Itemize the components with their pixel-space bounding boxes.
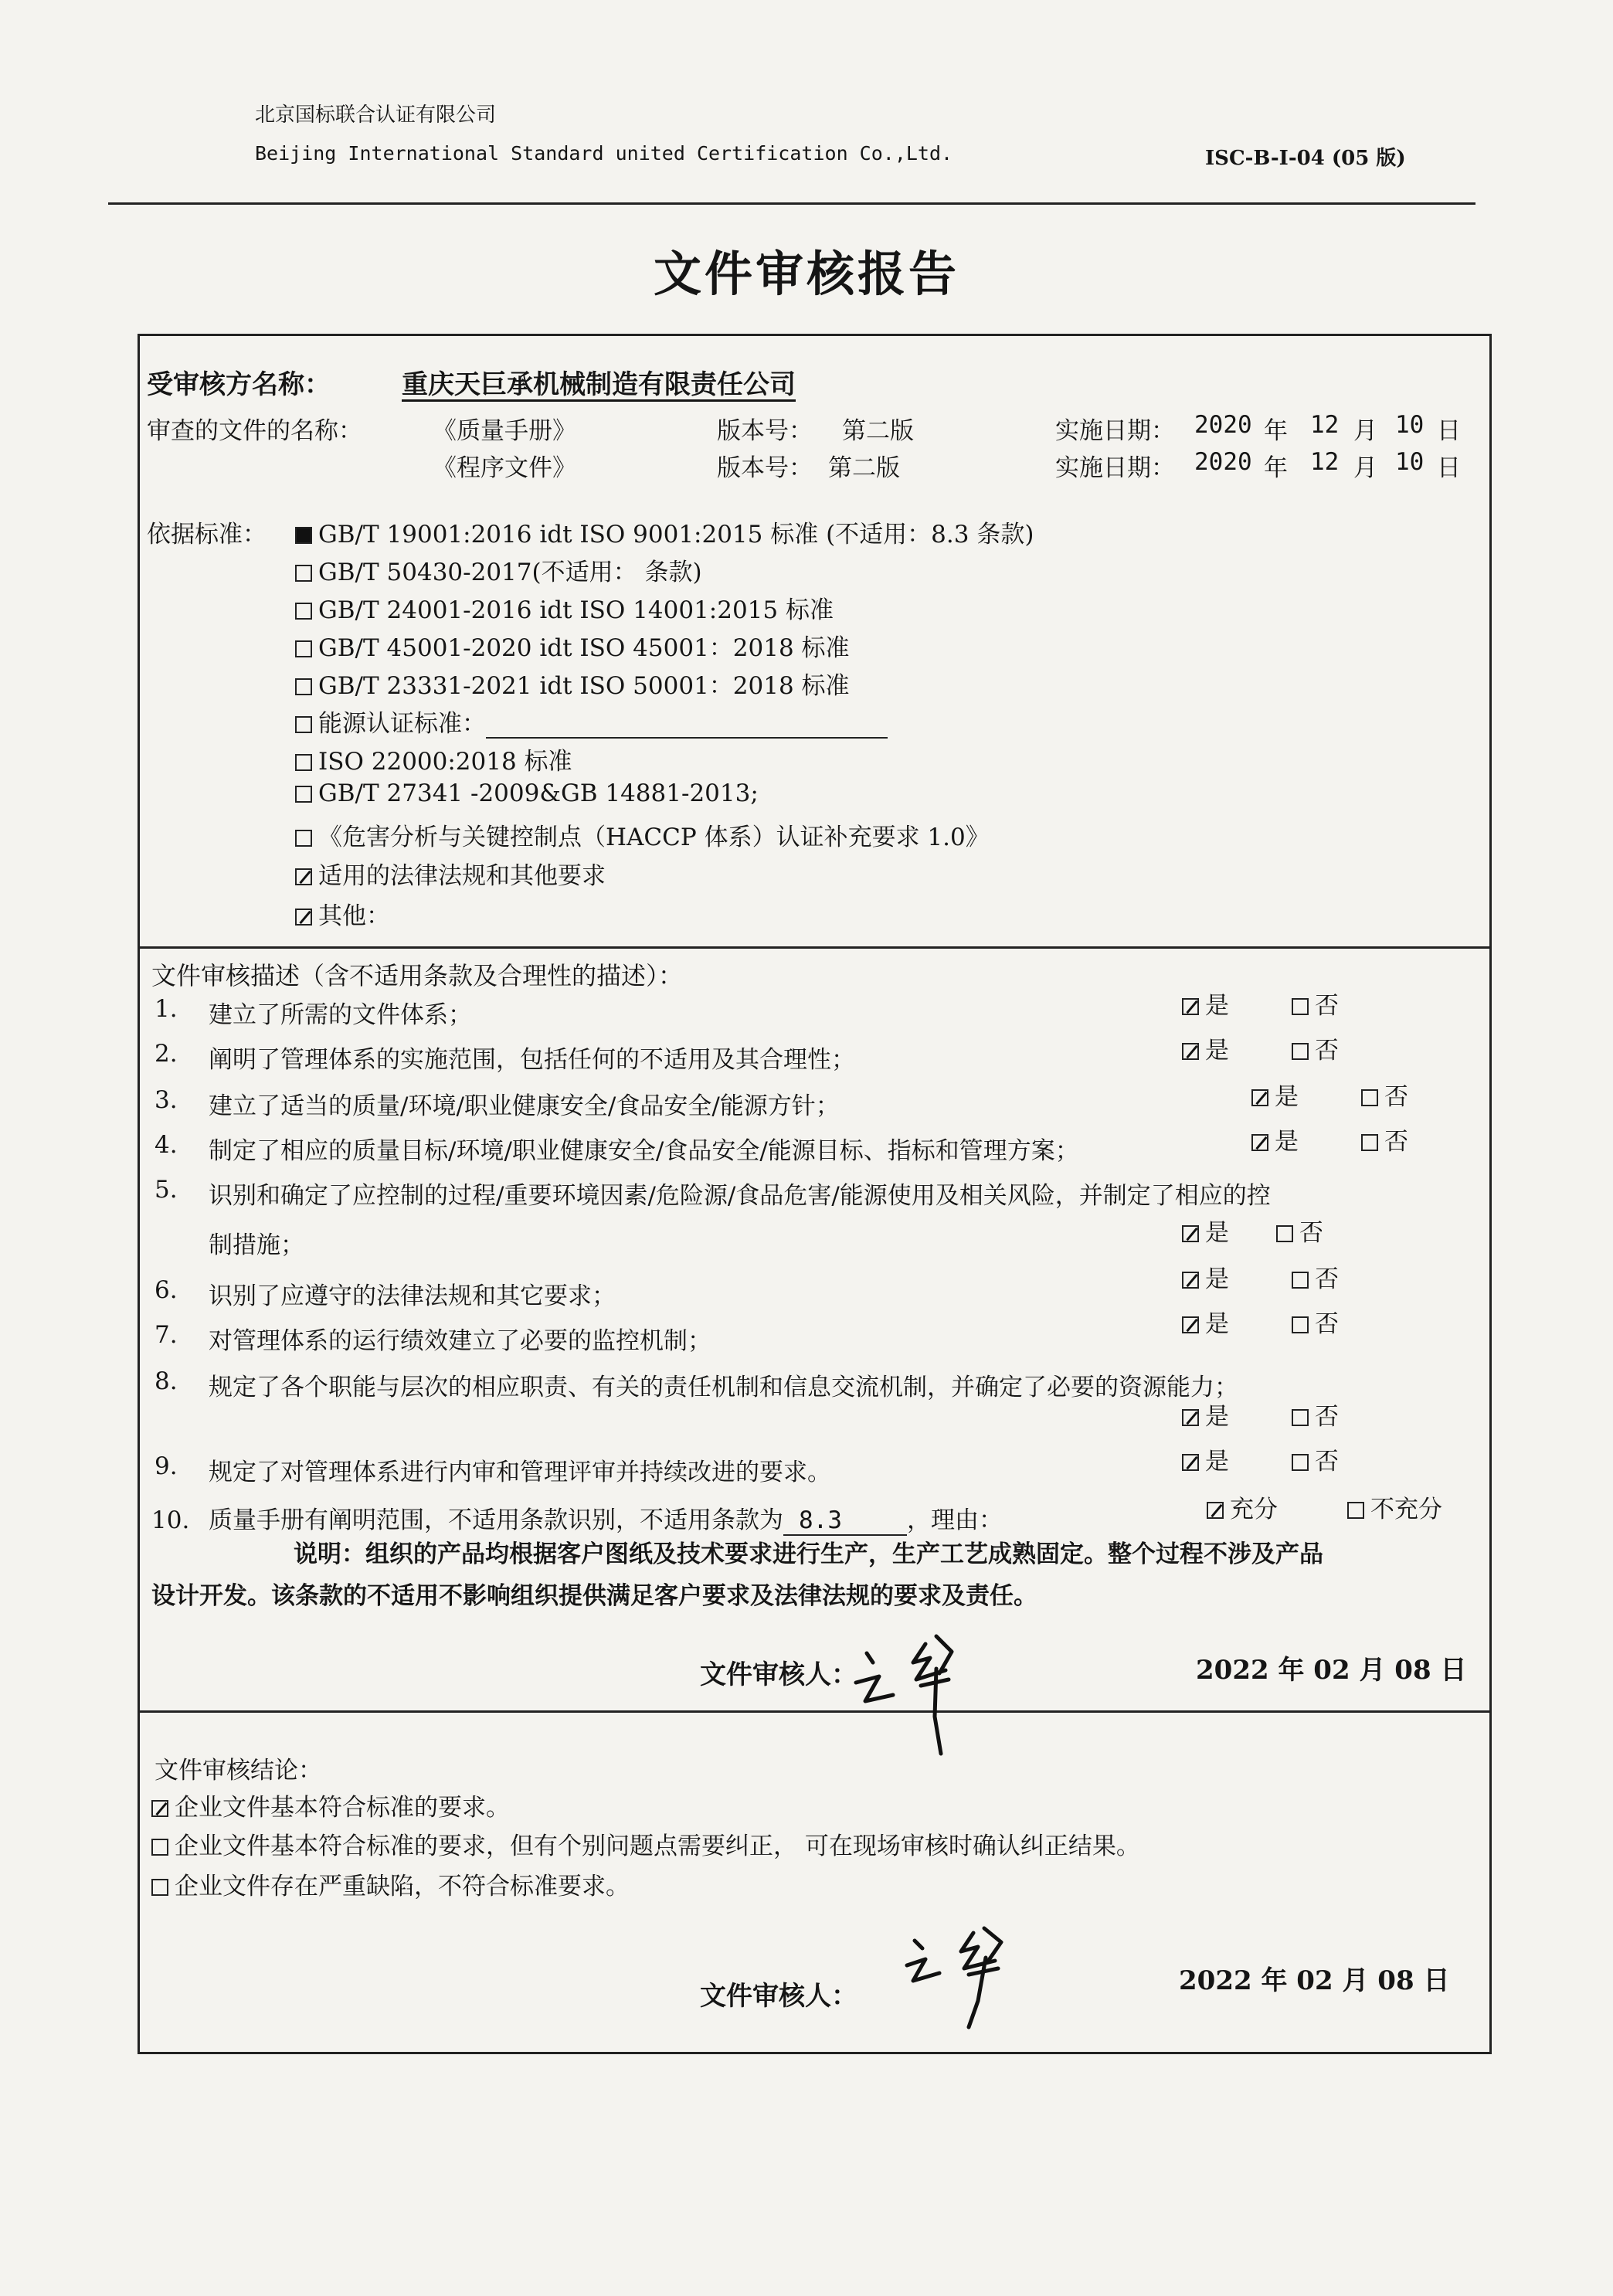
item-text-continuation: 制措施； xyxy=(209,1231,304,1259)
item-text: 建立了适当的质量/环境/职业健康安全/食品安全/能源方针； xyxy=(209,1092,840,1120)
insufficient-option: 不充分 xyxy=(1347,1489,1442,1524)
section-divider xyxy=(138,1710,1492,1713)
checkbox[interactable] xyxy=(151,1839,168,1856)
checkbox-checked[interactable] xyxy=(295,909,312,926)
standard-item xyxy=(295,817,990,852)
item-text: 识别和确定了应控制的过程/重要环境因素/危险源/食品危害/能源使用及相关风险，并制定了相应的控 xyxy=(209,1182,1271,1210)
reviewer-signature xyxy=(904,1924,1074,2047)
checkbox-checked[interactable] xyxy=(1182,998,1199,1015)
date-day-char: 日 xyxy=(1437,417,1461,445)
date-month: 12 xyxy=(1310,411,1340,439)
version-label: 版本号： xyxy=(717,454,813,482)
version-value: 第二版 xyxy=(842,417,914,445)
no-option: 否 xyxy=(1292,1031,1339,1065)
checkbox-checked[interactable] xyxy=(1182,1409,1199,1426)
date-year-char: 年 xyxy=(1264,454,1288,482)
no-option: 否 xyxy=(1276,1213,1323,1248)
item-number: 1. xyxy=(155,995,178,1023)
checkbox-checked[interactable] xyxy=(1251,1134,1268,1151)
yes-option: 是 xyxy=(1182,1397,1229,1432)
sufficient-option: 充分 xyxy=(1207,1489,1278,1524)
item-text: 规定了对管理体系进行内审和管理评审并持续改进的要求。 xyxy=(209,1459,831,1486)
checkbox[interactable] xyxy=(295,786,312,803)
note-line: 说明：组织的产品均根据客户图纸及技术要求进行生产，生产工艺成熟固定。整个过程不涉及产品 xyxy=(294,1540,1323,1568)
checkbox-checked[interactable] xyxy=(1182,1316,1199,1333)
checkbox-checked[interactable] xyxy=(1251,1089,1268,1106)
auditee-label: 受审核方名称： xyxy=(147,369,331,400)
no-option: 否 xyxy=(1292,1397,1339,1432)
checkbox-checked[interactable] xyxy=(1182,1272,1199,1289)
standard-text: GB/T 19001:2016 idt ISO 9001:2015 标准 (不适用：8.3 条款) xyxy=(318,521,1034,549)
effective-date-label: 实施日期： xyxy=(1055,417,1175,445)
version-value: 第二版 xyxy=(828,454,900,482)
checkbox[interactable] xyxy=(1292,1043,1309,1060)
conclusion-date: 2022 年 02 月 08 日 xyxy=(1179,1965,1450,1996)
description-heading: 文件审核描述（含不适用条款及合理性的描述）： xyxy=(151,961,684,990)
checkbox[interactable] xyxy=(1292,998,1309,1015)
date-day: 10 xyxy=(1395,448,1425,476)
checkbox-checked[interactable] xyxy=(295,868,312,885)
checkbox-checked[interactable] xyxy=(1182,1043,1199,1060)
checkbox[interactable] xyxy=(1292,1454,1309,1471)
document-name: 《质量手册》 xyxy=(433,417,576,445)
item-number: 6. xyxy=(155,1276,178,1304)
yes-option: 是 xyxy=(1182,1213,1229,1248)
company-name-en: Beijing International Standard united Certification Co.,Ltd. xyxy=(255,142,953,165)
date-month-char: 月 xyxy=(1353,417,1377,445)
yes-option: 是 xyxy=(1182,1031,1229,1065)
checkbox[interactable] xyxy=(1292,1272,1309,1289)
no-option: 否 xyxy=(1292,1304,1339,1339)
item-number: 3. xyxy=(155,1086,178,1114)
no-option: 否 xyxy=(1361,1122,1408,1156)
standard-text: 《危害分析与关键控制点（HACCP 体系）认证补充要求 1.0》 xyxy=(318,824,990,851)
conclusion-option: 企业文件存在严重缺陷，不符合标准要求。 xyxy=(151,1866,630,1901)
no-option: 否 xyxy=(1292,986,1339,1021)
no-option: 否 xyxy=(1292,1442,1339,1476)
checkbox[interactable] xyxy=(1292,1409,1309,1426)
checkbox[interactable] xyxy=(1361,1089,1378,1106)
checkbox-filled[interactable] xyxy=(295,527,312,544)
checkbox[interactable] xyxy=(295,754,312,771)
standard-item xyxy=(295,590,834,625)
yes-option: 是 xyxy=(1251,1122,1299,1156)
document-name: 《程序文件》 xyxy=(433,454,576,482)
fill-in-line[interactable] xyxy=(486,715,888,739)
standard-item xyxy=(295,628,850,663)
auditee-name: 重庆天巨承机械制造有限责任公司 xyxy=(402,369,796,400)
checkbox[interactable] xyxy=(295,603,312,620)
form-code: ISC-B-I-04 (05 版) xyxy=(1205,147,1406,170)
standard-text: GB/T 27341 -2009&GB 14881-2013; xyxy=(318,779,759,807)
standard-item xyxy=(295,515,1034,549)
conclusion-option: 企业文件基本符合标准的要求，但有个别问题点需要纠正， 可在现场审核时确认纠正结果。 xyxy=(151,1826,1140,1861)
checkbox[interactable] xyxy=(1276,1225,1293,1242)
reviewer-label: 文件审核人： xyxy=(700,1659,857,1690)
yes-option: 是 xyxy=(1182,1442,1229,1476)
standards-label: 依据标准： xyxy=(147,521,267,549)
standard-item xyxy=(295,896,390,931)
company-name-cn: 北京国标联合认证有限公司 xyxy=(255,104,497,127)
item-text: 对管理体系的运行绩效建立了必要的监控机制； xyxy=(209,1327,711,1355)
checkbox-checked[interactable] xyxy=(1182,1225,1199,1242)
checkbox[interactable] xyxy=(1347,1502,1364,1519)
item-text: 建立了所需的文件体系； xyxy=(209,1001,472,1029)
standard-item xyxy=(295,779,759,807)
no-option: 否 xyxy=(1292,1259,1339,1294)
version-label: 版本号： xyxy=(717,417,813,445)
item-number: 2. xyxy=(155,1040,178,1068)
conclusion-heading: 文件审核结论： xyxy=(155,1757,322,1785)
checkbox[interactable] xyxy=(1292,1316,1309,1333)
date-year-char: 年 xyxy=(1264,417,1288,445)
standard-item xyxy=(295,552,702,587)
item-text: 制定了相应的质量目标/环境/职业健康安全/食品安全/能源目标、指标和管理方案； xyxy=(209,1137,1079,1165)
documents-label: 审查的文件的名称： xyxy=(147,417,362,445)
date-year: 2020 xyxy=(1194,448,1252,476)
checkbox[interactable] xyxy=(1361,1134,1378,1151)
standard-text: GB/T 45001-2020 idt ISO 45001：2018 标准 xyxy=(318,634,850,662)
standard-text: GB/T 50430-2017(不适用： 条款) xyxy=(318,559,702,586)
item10-text: 质量手册有阐明范围，不适用条款识别，不适用条款为 8.3 ，理由： xyxy=(209,1506,1003,1534)
header-rule xyxy=(108,202,1475,205)
item-number: 9. xyxy=(155,1452,178,1480)
review-date: 2022 年 02 月 08 日 xyxy=(1196,1655,1467,1686)
date-day: 10 xyxy=(1395,411,1425,439)
standard-item xyxy=(295,742,572,776)
yes-option: 是 xyxy=(1251,1077,1299,1112)
item-text: 阐明了管理体系的实施范围，包括任何的不适用及其合理性； xyxy=(209,1046,855,1074)
not-applicable-clause[interactable]: 8.3 xyxy=(783,1506,907,1536)
yes-option: 是 xyxy=(1182,986,1229,1021)
checkbox[interactable] xyxy=(295,716,312,733)
standard-text: 适用的法律法规和其他要求 xyxy=(318,862,606,890)
reviewer-label: 文件审核人： xyxy=(700,1981,857,2012)
standard-text: GB/T 24001-2016 idt ISO 14001:2015 标准 xyxy=(318,596,834,624)
section-divider xyxy=(138,946,1492,949)
item-number: 10. xyxy=(151,1506,190,1534)
standard-text: 其他： xyxy=(318,902,390,930)
date-day-char: 日 xyxy=(1437,454,1461,482)
reviewer-signature xyxy=(850,1622,1035,1777)
effective-date-label: 实施日期： xyxy=(1055,454,1175,482)
standard-text: GB/T 23331-2021 idt ISO 50001：2018 标准 xyxy=(318,672,850,700)
page-title: 文件审核报告 xyxy=(653,246,959,302)
checkbox-checked[interactable] xyxy=(151,1800,168,1817)
item-number: 4. xyxy=(155,1131,178,1159)
date-year: 2020 xyxy=(1194,411,1252,439)
standard-item xyxy=(295,856,606,891)
checkbox-checked[interactable] xyxy=(1207,1502,1224,1519)
date-month-char: 月 xyxy=(1353,454,1377,482)
checkbox-checked[interactable] xyxy=(1182,1454,1199,1471)
yes-option: 是 xyxy=(1182,1259,1229,1294)
checkbox[interactable] xyxy=(295,565,312,582)
standard-item xyxy=(295,704,888,739)
checkbox[interactable] xyxy=(295,830,312,847)
checkbox[interactable] xyxy=(151,1879,168,1896)
standard-text: ISO 22000:2018 标准 xyxy=(318,748,572,776)
item-number: 5. xyxy=(155,1176,178,1204)
standard-text: 能源认证标准： xyxy=(318,710,486,738)
item-number: 7. xyxy=(155,1321,178,1349)
date-month: 12 xyxy=(1310,448,1340,476)
checkbox[interactable] xyxy=(295,640,312,657)
conclusion-option: 企业文件基本符合标准的要求。 xyxy=(151,1788,510,1822)
standard-item xyxy=(295,666,850,701)
item-text: 识别了应遵守的法律法规和其它要求； xyxy=(209,1282,616,1310)
checkbox[interactable] xyxy=(295,678,312,695)
item-text: 规定了各个职能与层次的相应职责、有关的责任机制和信息交流机制，并确定了必要的资源能力； xyxy=(209,1374,1238,1401)
item-number: 8. xyxy=(155,1367,178,1395)
no-option: 否 xyxy=(1361,1077,1408,1112)
note-line: 设计开发。该条款的不适用不影响组织提供满足客户要求及法律法规的要求及责任。 xyxy=(151,1582,1037,1610)
yes-option: 是 xyxy=(1182,1304,1229,1339)
